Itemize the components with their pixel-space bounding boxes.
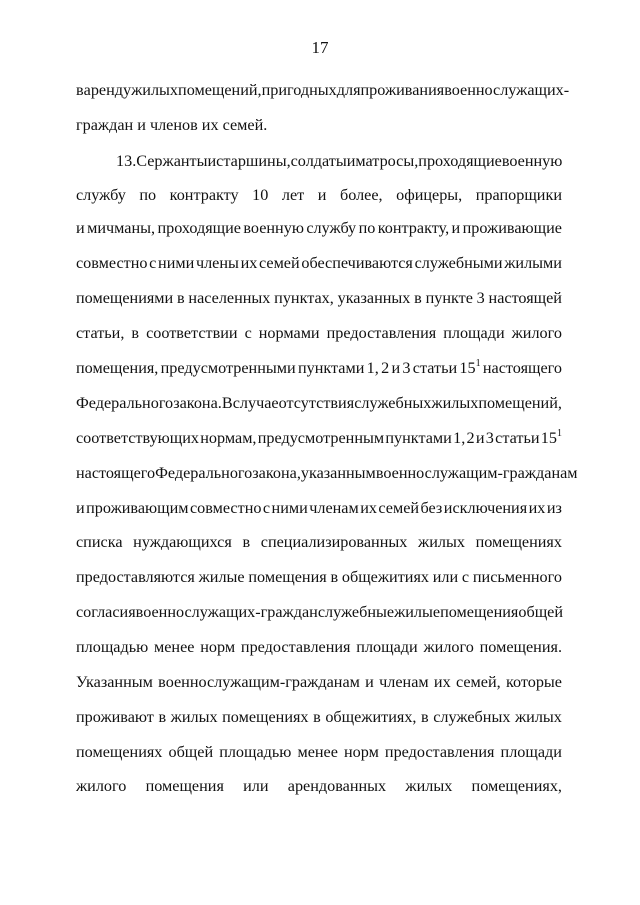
word: согласия [76,603,136,621]
word: настоящего [76,464,156,482]
word: общежитиях [341,568,429,586]
word: Федерального [155,464,253,482]
text-line [76,253,562,273]
word: служебных [433,708,511,726]
word: предоставления [240,638,351,656]
word: проживающим [86,499,189,517]
word: службу [306,219,357,237]
word: аренду [83,81,132,99]
text-line [76,776,562,796]
word: жилого [511,324,562,342]
word: 3 [485,429,494,447]
word: в [131,324,140,342]
word: 2 [381,359,390,377]
word: в [414,289,422,307]
word: жилые [394,603,441,621]
word: старшины, [216,152,291,170]
word: жилых [170,708,218,726]
superscript: 1 [556,427,562,439]
word: семей [378,499,420,517]
superscript: 1 [475,357,481,369]
text-line [76,185,562,205]
text-line [116,151,562,171]
word: контракту [169,186,239,204]
word: семей, [455,673,501,691]
word: и [475,429,485,447]
word: в [176,289,185,307]
word: помещений, [478,394,562,412]
word: жилых [418,533,465,551]
word: военную [243,219,304,237]
word: менее [297,743,338,761]
word: проходящие [418,152,502,170]
word: В [221,394,233,412]
word: закона. [173,394,222,412]
word: военнослужащим-гражданам [158,673,360,691]
word: обеспечиваются [301,254,413,272]
word: в [421,708,429,726]
word: жилого [423,638,474,656]
text-line-content: граждан и членов их семей. [76,116,268,134]
word: служебных [354,394,432,412]
word: норм [200,638,236,656]
word: общежитиях, [325,708,417,726]
word: их [433,673,451,691]
word: письменного [472,568,562,586]
word: их [240,254,258,272]
word: их [528,499,546,517]
text-line [76,672,562,692]
word: площади [443,324,505,342]
word: из [546,499,562,517]
word: пункте [425,289,473,307]
word: которые [505,673,562,691]
word: арендованных [287,777,387,795]
word: предоставления [384,743,495,761]
word: и [451,219,461,237]
word: $15^1$ [459,357,481,377]
word: проживающие [462,219,562,237]
word: настоящего [482,359,562,377]
word: площади [500,743,562,761]
word: служебными [414,254,503,272]
word: с [149,254,157,272]
word: для [336,81,361,99]
word: ними [271,499,308,517]
word: военную [501,152,563,170]
word: помещениях [222,708,309,726]
text-line [76,323,562,343]
text-line [76,428,562,448]
word: статьи [495,429,540,447]
text-line [76,115,562,135]
word: службу [76,186,126,204]
word: общей [168,743,214,761]
word: и [391,359,401,377]
word: мичманы, [87,219,156,237]
word: служебные [317,603,395,621]
word: соответствующих [76,429,199,447]
word: предоставления [326,324,437,342]
word: помещения. [479,638,562,656]
word: с [262,499,271,517]
word: членам [379,673,429,691]
word: общей [518,603,564,621]
word: помещений, [178,81,262,99]
word: более, [339,186,383,204]
word: членам [309,499,359,517]
text-line [76,498,562,518]
text-line [76,463,578,483]
word: помещения [145,777,224,795]
word: менее [154,638,195,656]
word: площадью [219,743,292,761]
word: без [420,499,443,517]
word: 1, [453,429,466,447]
word: или [243,777,269,795]
page-number: 17 [311,38,329,57]
word: списка [76,533,123,551]
word: помещения [440,603,519,621]
word: по [139,186,157,204]
word: совместно [189,499,262,517]
word: 10 [252,186,269,204]
word: жилых [131,81,179,99]
text-line [76,532,562,552]
word: контракту, [377,219,450,237]
word: помещения [248,568,327,586]
word: помещения, [76,359,159,377]
word: и [346,152,356,170]
word: проживают [76,708,154,726]
word: $15^1$ [540,427,562,447]
word: 2 [466,429,475,447]
word: с [461,568,470,586]
word: или [432,568,459,586]
word: в [330,568,339,586]
word: жилыми [504,254,562,272]
word: закона, [252,464,301,482]
word: по [358,219,376,237]
word: совместно [76,254,148,272]
word: в [242,533,251,551]
word: помещениях, [471,777,562,795]
text-line [76,80,570,100]
word: проходящие [157,219,241,237]
word: и [76,499,85,517]
word: члены [195,254,239,272]
word: прапорщики [475,186,562,204]
word: семей [259,254,300,272]
word: помещениях [475,533,562,551]
word: Сержанты [136,152,208,170]
text-line [76,218,562,238]
word: и [317,186,327,204]
text-line [76,637,562,657]
word: и [76,219,85,237]
word: с [244,324,252,342]
word: матросы, [355,152,419,170]
word: указанным [300,464,376,482]
word: и [365,673,374,691]
word: проживания [360,81,445,99]
word: военнослужащих- [444,81,570,99]
word: предусмотренными [160,359,296,377]
word: нуждающихся [133,533,232,551]
word: отсутствия [278,394,355,412]
word: жилого [76,777,127,795]
text-line [76,602,562,622]
word: и [207,152,217,170]
text-line [76,742,562,762]
word: пунктах, [274,289,334,307]
word: лет [281,186,305,204]
word: площадью [76,638,149,656]
text-line [76,567,562,587]
word: населенных [188,289,271,307]
word: военнослужащих-граждан [135,603,318,621]
word: статьи, [76,324,125,342]
word: указанных [337,289,411,307]
word: предусмотренным [257,429,385,447]
word: исключения [443,499,528,517]
word: жилых [405,777,453,795]
word: 3 [476,289,485,307]
word: жилые [198,568,245,586]
word: в [158,708,167,726]
word: нормами [258,324,320,342]
text-line [76,707,562,727]
word: жилых [431,394,479,412]
word: военнослужащим-гражданам [375,464,578,482]
word: офицеры, [396,186,463,204]
word: помещениями [76,289,174,307]
word: жилых [514,708,562,726]
word: случае [232,394,279,412]
word: помещениях [76,743,163,761]
word: норм [343,743,379,761]
word: в [76,81,84,99]
word: 13. [116,152,137,170]
word: солдаты [290,152,347,170]
word: 1, [366,359,379,377]
word: в [313,708,321,726]
text-line [76,358,562,378]
word: статьи [412,359,458,377]
word: их [360,499,377,517]
word: предоставляются [76,568,195,586]
word: Федерального [76,394,174,412]
word: пунктами [385,429,452,447]
word: настоящей [488,289,562,307]
word: 3 [402,359,411,377]
word: специализированных [260,533,408,551]
word: ними [158,254,195,272]
word: нормам, [200,429,257,447]
word: площади [356,638,418,656]
word: соответствии [146,324,238,342]
word: пунктами [297,359,365,377]
word: пригодных [261,81,337,99]
text-line [76,393,562,413]
text-line [76,288,562,308]
word: Указанным [76,673,153,691]
